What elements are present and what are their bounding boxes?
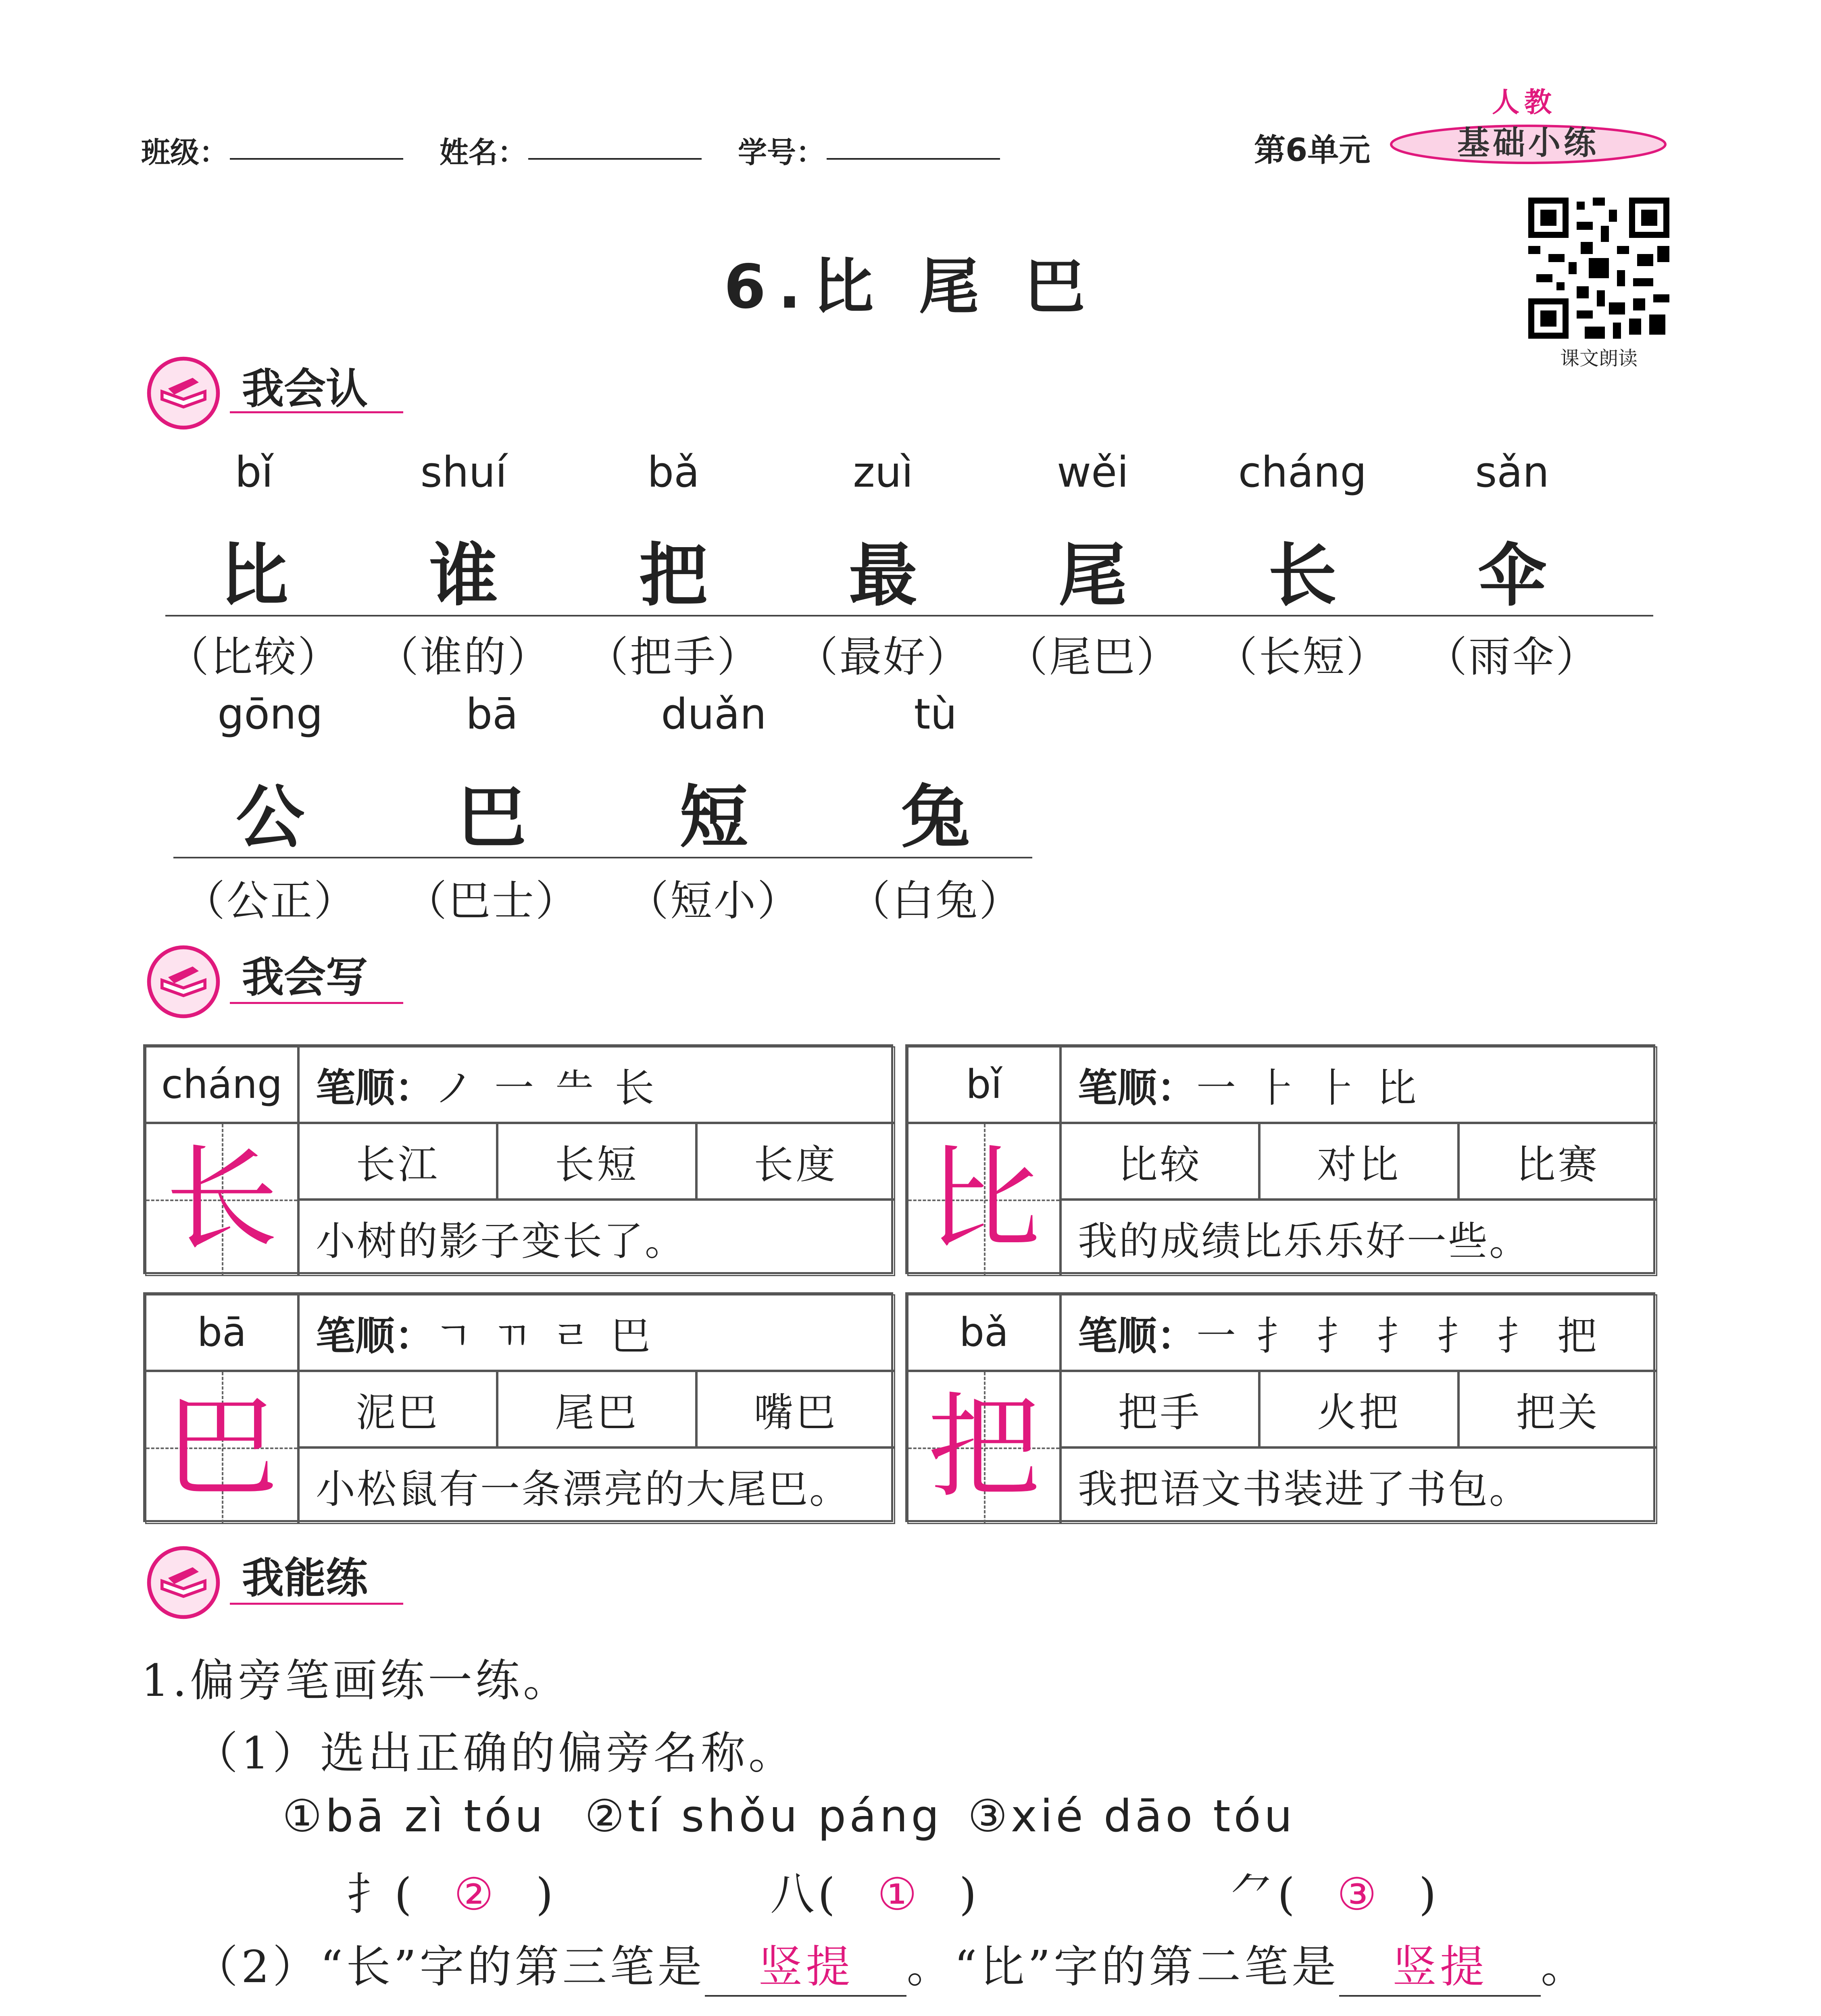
radical-item-1	[347, 1859, 556, 1922]
example-sentence: 我把语文书装进了书包。	[1061, 1447, 1657, 1524]
radical-item-2	[770, 1859, 980, 1922]
book-icon	[145, 943, 222, 1020]
id-label: 学号：	[738, 135, 825, 169]
word-cell: 对比	[1259, 1123, 1458, 1200]
hanzi: 短	[679, 777, 748, 858]
pinyin: zuì	[853, 448, 913, 497]
pinyin: bǎ	[647, 448, 700, 497]
name-label: 姓名：	[440, 135, 527, 169]
word-example: （白兔）	[848, 876, 1023, 925]
word-example: （尾巴）	[1005, 632, 1180, 681]
stroke-order	[298, 1294, 895, 1371]
name-blank[interactable]	[528, 158, 702, 160]
pinyin: gōng	[217, 689, 323, 739]
word-cell: 泥巴	[298, 1371, 497, 1447]
section-underline	[230, 1002, 403, 1004]
book-icon	[145, 355, 222, 431]
hanzi: 伞	[1477, 535, 1546, 616]
section-title-write: 我会写	[242, 953, 368, 1002]
practice-grid[interactable]	[907, 1123, 1061, 1276]
practice-grid[interactable]	[145, 1371, 298, 1524]
stroke-label: 笔顺：	[316, 1312, 435, 1359]
hanzi: 巴	[457, 777, 526, 858]
pinyin: tù	[914, 689, 957, 739]
word-cell: 长短	[497, 1123, 696, 1200]
word-cell: 火把	[1259, 1371, 1458, 1447]
hanzi: 最	[848, 535, 917, 616]
option-2: ②tí shǒu páng	[585, 1790, 943, 1842]
hanzi: 把	[639, 535, 708, 616]
word-example: （把手）	[586, 632, 760, 681]
question-1-sub-2	[194, 1931, 1588, 1997]
write-card	[905, 1044, 1655, 1274]
brand-title: 基础小练	[1457, 124, 1599, 162]
section-title-recognize: 我会认	[242, 364, 368, 413]
hanzi: 公	[235, 777, 304, 858]
page-title: 6.比 尾 巴	[724, 252, 1097, 322]
word-cell: 比赛	[1458, 1123, 1657, 1200]
word-example: （短小）	[626, 876, 801, 925]
option-1: ①bā zì tóu	[282, 1790, 546, 1842]
example-sentence: 小树的影子变长了。	[298, 1200, 895, 1276]
word-example: （巴士）	[404, 876, 579, 925]
pinyin: cháng	[1238, 448, 1367, 497]
section-title-practice: 我能练	[242, 1554, 368, 1603]
write-card	[143, 1044, 893, 1274]
row-rule	[165, 615, 1653, 616]
answer-blank-2[interactable]: 竖提	[1339, 1931, 1541, 1997]
radical-close: )	[1419, 1868, 1440, 1920]
unit-label: 第6单元	[1254, 132, 1371, 169]
stroke-order	[1061, 1046, 1657, 1123]
pinyin: shuí	[420, 448, 507, 497]
stroke-label: 笔顺：	[316, 1064, 435, 1111]
sub-2-part-a: （2）“长”字的第三笔是	[194, 1941, 705, 1993]
hanzi: 兔	[901, 777, 970, 858]
model-char: 长	[165, 1134, 278, 1265]
stroke-sequence: 一 扌 扌 扌 扌 扌 把	[1196, 1313, 1601, 1359]
write-card	[143, 1292, 893, 1522]
example-sentence: 我的成绩比乐乐好一些。	[1061, 1200, 1657, 1276]
word-example: （公正）	[183, 876, 357, 925]
radical-answer[interactable]: ③	[1337, 1868, 1380, 1920]
word-cell: 尾巴	[497, 1371, 696, 1447]
question-2-title	[141, 2008, 571, 2016]
word-cell: 比较	[1061, 1123, 1259, 1200]
sub-2-part-b: 。“比”字的第二笔是	[906, 1941, 1339, 1993]
word-cell: 嘴巴	[696, 1371, 895, 1447]
section-underline	[230, 411, 403, 413]
radical: ⺈(	[1230, 1868, 1298, 1920]
id-blank[interactable]	[827, 158, 1000, 160]
pinyin: bǐ	[235, 448, 273, 497]
hanzi: 长	[1268, 535, 1337, 616]
word-cell: 把关	[1458, 1371, 1657, 1447]
radical-close: )	[959, 1868, 980, 1920]
word-example: （谁的）	[376, 632, 551, 681]
stroke-order	[298, 1046, 895, 1123]
option-3: ③xié dāo tóu	[968, 1790, 1296, 1842]
pinyin: duǎn	[661, 689, 767, 739]
practice-grid[interactable]	[907, 1371, 1061, 1524]
model-char: 把	[927, 1382, 1040, 1513]
hanzi: 尾	[1058, 535, 1127, 616]
sub-2-end: 。	[1540, 1941, 1588, 1993]
section-underline	[230, 1603, 403, 1605]
radical-answer[interactable]: ①	[877, 1868, 921, 1920]
word-example: （雨伞）	[1425, 632, 1599, 681]
radical: 八(	[770, 1868, 838, 1920]
stroke-sequence: 一 ⺊ ⺊ 比	[1196, 1065, 1421, 1111]
book-icon	[145, 1544, 222, 1621]
example-sentence: 小松鼠有一条漂亮的大尾巴。	[298, 1447, 895, 1524]
stroke-label: 笔顺：	[1078, 1312, 1197, 1359]
qr-caption: 课文朗读	[1560, 347, 1638, 370]
word-cell: 长度	[696, 1123, 895, 1200]
class-label: 班级：	[141, 135, 229, 169]
pinyin: sǎn	[1475, 448, 1549, 497]
word-cell: 长江	[298, 1123, 497, 1200]
word-cell: 把手	[1061, 1371, 1259, 1447]
pinyin: wěi	[1057, 448, 1129, 497]
write-card	[905, 1292, 1655, 1522]
word-example: （最好）	[796, 632, 970, 681]
answer-blank-1[interactable]: 竖提	[705, 1931, 906, 1997]
card-pinyin: bā	[145, 1294, 298, 1371]
brand-badge	[1387, 121, 1669, 165]
row-rule	[173, 857, 1032, 858]
question-1-title: 1.偏旁笔画练一练。	[141, 1655, 571, 1706]
word-example: （比较）	[167, 632, 341, 681]
class-blank[interactable]	[230, 158, 403, 160]
model-char: 比	[927, 1134, 1040, 1265]
card-pinyin: bǐ	[907, 1046, 1061, 1123]
model-char: 巴	[165, 1382, 278, 1513]
card-pinyin: cháng	[145, 1046, 298, 1123]
radical-item-3	[1230, 1859, 1440, 1922]
stroke-order	[1061, 1294, 1657, 1371]
radical-close: )	[535, 1868, 556, 1920]
pinyin: bā	[466, 689, 518, 739]
question-1-sub-1: （1）选出正确的偏旁名称。	[194, 1727, 796, 1779]
hanzi: 谁	[429, 535, 498, 616]
radical: 扌(	[347, 1868, 415, 1920]
stroke-sequence: ノ 一 ⺧ 长	[434, 1065, 658, 1111]
stroke-label: 笔顺：	[1078, 1064, 1197, 1111]
brand-publisher: 人教	[1492, 87, 1557, 119]
radical-answer[interactable]: ②	[454, 1868, 497, 1920]
word-example: （长短）	[1215, 632, 1390, 681]
stroke-sequence: ㄱ ㄲ ㄹ 巴	[434, 1313, 654, 1359]
card-pinyin: bǎ	[907, 1294, 1061, 1371]
hanzi: 比	[219, 535, 288, 616]
practice-grid[interactable]	[145, 1123, 298, 1276]
